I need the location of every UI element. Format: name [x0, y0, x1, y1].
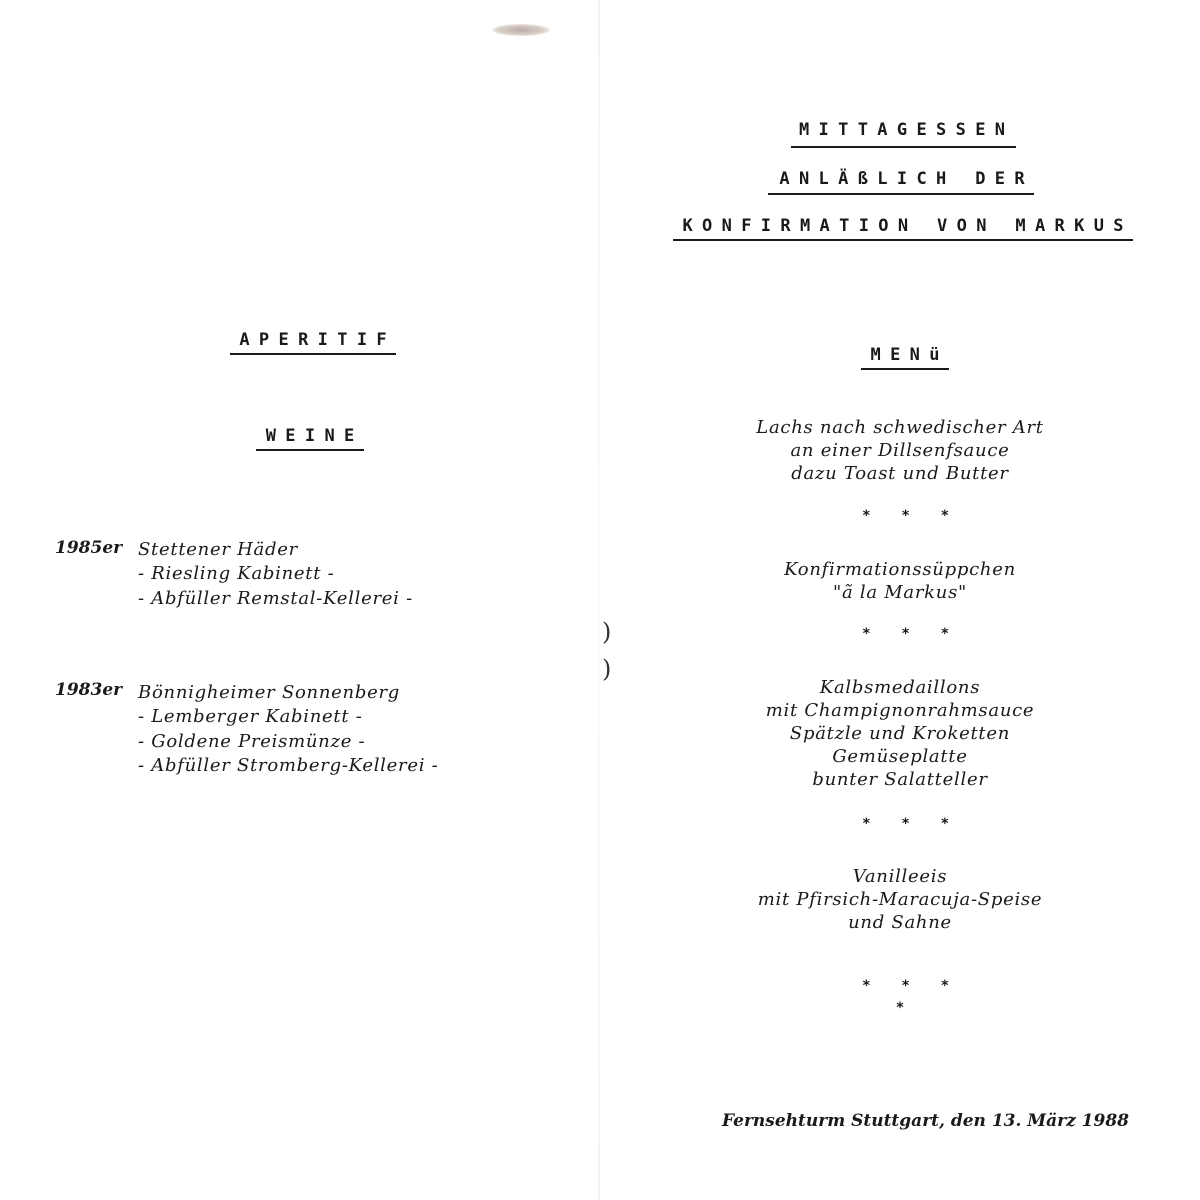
wine-detail: - Goldene Preismünze -	[138, 731, 366, 752]
weine-heading: WEINE	[0, 426, 620, 451]
final-star: *	[895, 1000, 905, 1016]
course-separator: * * *	[862, 508, 961, 524]
course-line: an einer Dillsenfsauce	[790, 440, 1010, 461]
course-line: Vanilleeis	[852, 866, 948, 887]
course-line: Kalbsmedaillons	[819, 677, 981, 698]
staple-mark: )	[602, 655, 612, 683]
title-line: ANLÄßLICH DER	[779, 169, 1034, 189]
menu-course	[600, 865, 1200, 934]
course-line: mit Champignonrahmsauce	[765, 700, 1035, 721]
wine-name: Bönnigheimer Sonnenberg	[138, 682, 401, 703]
course-line: Lachs nach schwedischer Art	[756, 417, 1044, 438]
course-line: bunter Salatteller	[812, 769, 988, 790]
course-line: Spätzle und Kroketten	[789, 723, 1011, 744]
course-line: dazu Toast und Butter	[791, 463, 1009, 484]
course-line: "ã la Markus"	[832, 582, 968, 603]
wine-year: 1985er	[55, 538, 123, 558]
aperitif-heading: APERITIF	[0, 330, 626, 355]
staple-mark: )	[602, 618, 612, 646]
wine-name: Stettener Häder	[138, 539, 298, 560]
right-page	[600, 0, 1200, 1200]
title-underline	[791, 146, 1016, 148]
course-separator: * * *	[862, 816, 961, 832]
course-line: Konfirmationssüppchen	[784, 559, 1016, 580]
menu-heading: MENü	[600, 345, 1200, 370]
wine-detail: - Abfüller Stromberg-Kellerei -	[138, 755, 439, 776]
title-line: KONFIRMATION VON MARKUS	[600, 216, 1200, 241]
title-line: MITTAGESSEN	[798, 120, 1015, 140]
footer-date-line: Fernsehturm Stuttgart, den 13. März 1988	[722, 1111, 1129, 1131]
course-separator: * * *	[862, 626, 961, 642]
title-underline	[768, 193, 1034, 195]
course-line: Gemüseplatte	[832, 746, 968, 767]
wine-detail: - Abfüller Remstal-Kellerei -	[138, 588, 413, 609]
menu-course	[600, 676, 1200, 791]
wine-detail: - Riesling Kabinett -	[138, 563, 335, 584]
course-line: mit Pfirsich-Maracuja-Speise	[757, 889, 1043, 910]
wine-year: 1983er	[55, 680, 123, 700]
menu-course	[600, 416, 1200, 485]
course-separator: * * *	[862, 978, 961, 994]
wine-detail: - Lemberger Kabinett -	[138, 706, 363, 727]
menu-course	[600, 558, 1200, 604]
course-line: und Sahne	[848, 912, 952, 933]
